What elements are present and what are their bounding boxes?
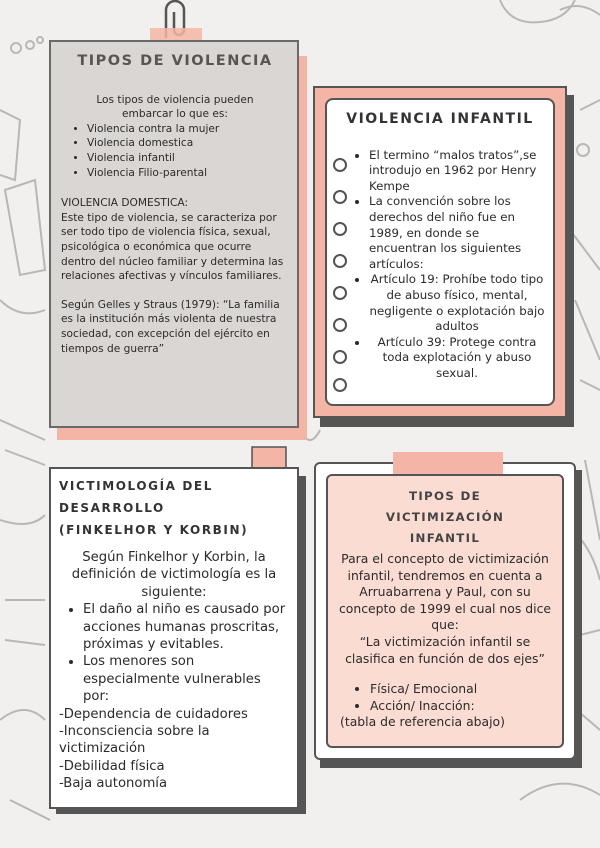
list-item: • El termino “malos tratos”,se introdujo en 1962 por Henry Kempe — [369, 148, 545, 195]
ring-icon — [333, 378, 347, 392]
intro-text: Para el concepto de victimización infantil, tendremos en cuenta a Arruabarrena y Paul, con su concepto de 1999 el cual nos dice que: — [338, 551, 552, 633]
list-item: • Los menores son especialmente vulnerables por: — [83, 653, 289, 705]
list-item: • Violencia contra la mujer — [87, 122, 289, 137]
card-inner-panel — [325, 98, 555, 406]
intro-text: Los tipos de violencia pueden embarcar lo que es: — [96, 93, 254, 121]
list-item: • Violencia infantil — [87, 151, 289, 166]
factor-item: -Dependencia de cuidadores — [59, 706, 248, 722]
quote-text: “La victimización infantil se clasifica en función de dos ejes” — [345, 633, 545, 666]
ring-icon — [333, 286, 347, 300]
definition-text: Este tipo de violencia, se caracteriza por ser todo tipo de violencia física, sexual, psicológica o económica que ocurre dentro del núcleo familiar y determina las relaciones afectivas y vínculos familiares. — [61, 211, 284, 283]
ring-icon — [333, 350, 347, 364]
ring-icon — [333, 158, 347, 172]
list-item: • Violencia Filio-parental — [87, 166, 289, 181]
facts-list — [357, 148, 545, 273]
intro-text: Según Finkelhor y Korbin, la definición de victimología es la siguiente: — [71, 550, 277, 600]
card-victimologia — [49, 467, 299, 809]
factor-item: -Debilidad física — [59, 758, 165, 774]
list-item: • Acción/ Inacción: — [370, 698, 554, 715]
card-title: TIPOS DE VICTIMIZACIÓN INFANTIL — [385, 489, 505, 545]
articles-list — [357, 272, 545, 381]
list-item: • Artículo 19: Prohíbe todo tipo de abuso físico, mental, negligente o explotación bajo adultos — [369, 272, 545, 334]
list-item: • El daño al niño es causado por acciones humanas proscritas, próximas y evitables. — [83, 601, 289, 653]
list-item: • Artículo 39: Protege contra toda explotación y abuso sexual. — [369, 335, 545, 382]
card-title: VIOLENCIA INFANTIL — [346, 111, 534, 127]
ring-icon — [333, 254, 347, 268]
violence-types-list — [61, 122, 289, 180]
card-inner-panel — [326, 474, 564, 748]
factor-item: -Inconsciencia sobre la victimización — [59, 724, 210, 757]
card-violencia-infantil — [313, 86, 567, 418]
section-heading: VIOLENCIA DOMESTICA: — [61, 197, 189, 210]
factor-item: -Baja autonomía — [59, 776, 168, 792]
list-item: • La convención sobre los derechos del niño fue en 1989, en donde se encuentran los siguientes artículos: — [369, 194, 545, 272]
card-title: VICTIMOLOGÍA DEL DESARROLLO (FINKELHOR Y KORBIN) — [59, 479, 249, 537]
list-item: • Física/ Emocional — [370, 681, 554, 698]
card-tipos-victimizacion — [314, 462, 576, 760]
quote-text: Según Gelles y Straus (1979): “La familia es la institución más violenta de nuestra sociedad, con excepción del ejército en tiempos de guerra” — [61, 298, 280, 355]
card-title: TIPOS DE VIOLENCIA — [77, 53, 273, 69]
ring-icon — [333, 190, 347, 204]
axes-list — [336, 681, 554, 714]
ring-icon — [333, 222, 347, 236]
card-tipos-violencia — [49, 40, 299, 428]
reference-note: (tabla de referencia abajo) — [340, 714, 505, 730]
list-item: • Violencia domestica — [87, 136, 289, 151]
tape-strip — [393, 452, 503, 474]
definition-list — [59, 601, 289, 705]
ring-icon — [333, 318, 347, 332]
